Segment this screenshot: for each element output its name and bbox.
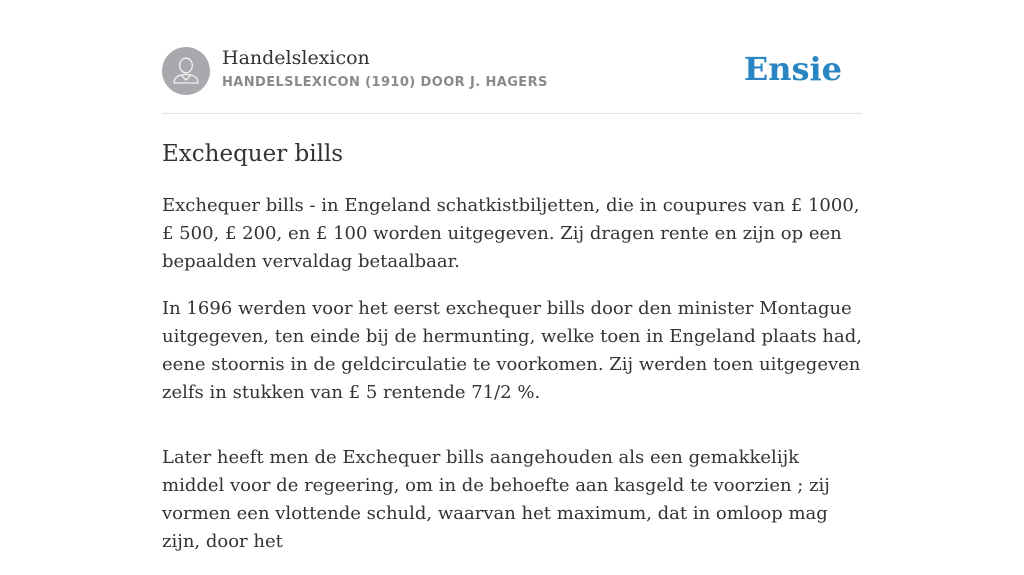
source-subtitle: HANDELSLEXICON (1910) DOOR J. HAGERS [222,75,548,90]
entry-paragraph: Later heeft men de Exchequer bills aangehouden als een gemakkelijk middel voor de regeering, om in de behoefte aan kasgeld te voorzien ; zij vormen een vlottende schuld, waarvan het maximum, dat in omloop mag zijn, door het [162,447,830,552]
paragraph-spacer [162,407,866,444]
entry-paragraph: Exchequer bills - in Engeland schatkistbiljetten, die in coupures van £ 1000, £ 500, £ 200, en £ 100 worden uitgegeven. Zij dragen rente en zijn op een bepaalden vervaldag betaalbaar. [162,195,860,272]
source-title[interactable]: Handelslexicon [222,47,370,69]
entry-body [162,192,866,556]
content-column [162,0,862,575]
ensie-logo[interactable]: Ensie [743,50,842,88]
entry-paragraph: In 1696 werden voor het eerst exchequer bills door den minister Montague uitgegeven, ten einde bij de hermunting, welke toen in Engeland plaats had, eene stoornis in de geldcirculatie te voorkomen. Zij werden toen uitgegeven zelfs in stukken van £ 5 rentende 71/2 %. [162,298,862,403]
user-placeholder-icon[interactable] [162,47,210,95]
source-header [162,0,862,114]
entry-title: Exchequer bills [162,141,344,167]
